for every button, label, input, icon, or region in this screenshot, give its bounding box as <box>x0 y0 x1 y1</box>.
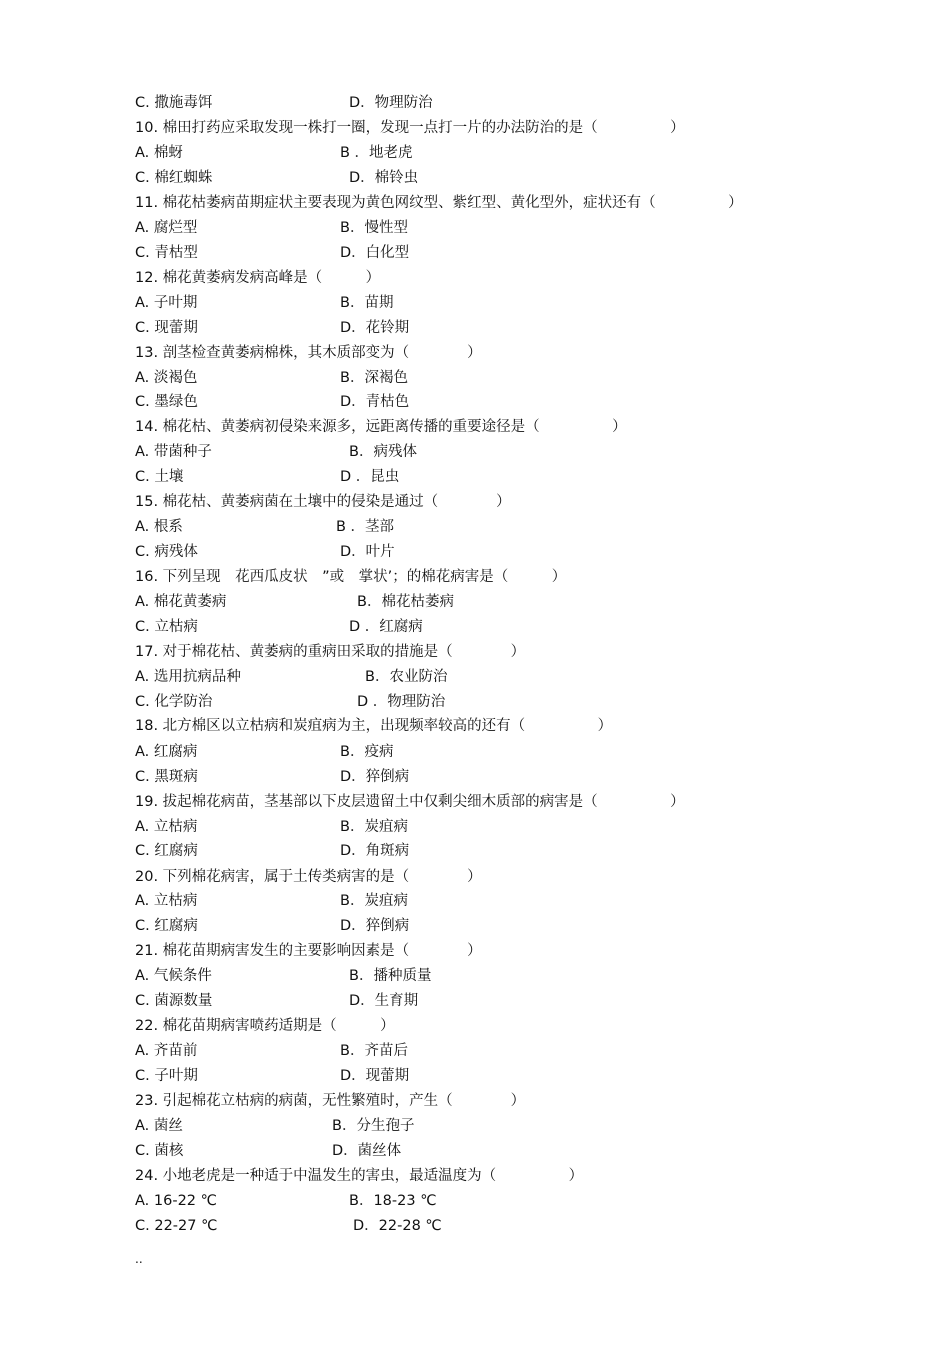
option-a: A. 子叶期 <box>135 295 198 311</box>
option-row <box>135 840 410 862</box>
option-a: A. 立枯病 <box>135 893 198 909</box>
option-d: D ．红腐病 <box>349 619 423 635</box>
question-stem: 17. 对于棉花枯、黄萎病的重病田采取的措施是（ ） <box>135 644 526 660</box>
option-d: D．物理防治 <box>349 95 433 111</box>
option-row <box>135 1215 442 1237</box>
option-b: B．炭疽病 <box>340 893 408 909</box>
option-b: B．苗期 <box>340 295 394 311</box>
question-stem: 23. 引起棉花立枯病的病菌，无性繁殖时，产生（ ） <box>135 1093 526 1109</box>
option-c: C. 撒施毒饵 <box>135 95 213 111</box>
option-row <box>135 591 454 613</box>
option-a: A. 16-22 ℃ <box>135 1193 217 1209</box>
option-c: C. 黑斑病 <box>135 769 198 785</box>
option-a: A. 红腐病 <box>135 744 198 760</box>
option-row <box>135 292 394 314</box>
option-a: A. 腐烂型 <box>135 220 198 236</box>
option-c: C. 红腐病 <box>135 843 198 859</box>
option-a: A. 棉蚜 <box>135 145 183 161</box>
option-d: D ．物理防治 <box>357 694 446 710</box>
question-stem: 21. 棉花苗期病害发生的主要影响因素是（ ） <box>135 943 482 959</box>
option-row <box>135 1190 437 1212</box>
option-b: B ．茎部 <box>336 519 395 535</box>
option-row <box>135 391 410 413</box>
option-a: A. 棉花黄萎病 <box>135 594 227 610</box>
option-a: A. 根系 <box>135 519 183 535</box>
option-b: B．播种质量 <box>349 968 432 984</box>
option-row <box>135 616 423 638</box>
option-c: C. 菌源数量 <box>135 993 213 1009</box>
option-b: B．炭疽病 <box>340 819 408 835</box>
option-b: B．深褐色 <box>340 370 408 386</box>
option-row <box>135 1140 402 1162</box>
option-row <box>135 142 413 164</box>
option-row <box>135 541 395 563</box>
question-stem: 24. 小地老虎是一种适于中温发生的害虫，最适温度为（ ） <box>135 1168 584 1184</box>
option-d: D．22-28 ℃ <box>353 1218 442 1234</box>
option-b: B．病残体 <box>349 444 417 460</box>
option-row <box>135 1115 415 1137</box>
option-row <box>135 691 446 713</box>
option-b: B．棉花枯萎病 <box>357 594 454 610</box>
option-row <box>135 666 448 688</box>
option-row <box>135 367 408 389</box>
option-c: C. 棉红蜘蛛 <box>135 170 213 186</box>
option-row <box>135 167 419 189</box>
option-c: C. 墨绿色 <box>135 394 198 410</box>
option-d: D．花铃期 <box>340 320 410 336</box>
option-c: C. 22-27 ℃ <box>135 1218 218 1234</box>
option-a: A. 立枯病 <box>135 819 198 835</box>
option-a: A. 菌丝 <box>135 1118 183 1134</box>
option-d: D．角斑病 <box>340 843 410 859</box>
question-stem: 22. 棉花苗期病害喷药适期是（ ） <box>135 1018 395 1034</box>
option-b: B．农业防治 <box>365 669 448 685</box>
option-a: A. 选用抗病品种 <box>135 669 241 685</box>
option-b: B．分生孢子 <box>332 1118 415 1134</box>
option-c: C. 现蕾期 <box>135 320 198 336</box>
question-stem: 14. 棉花枯、黄萎病初侵染来源多，远距离传播的重要途径是（ ） <box>135 419 627 435</box>
option-c: C. 土壤 <box>135 469 184 485</box>
option-d: D．现蕾期 <box>340 1068 410 1084</box>
option-d: D．叶片 <box>340 544 395 560</box>
option-row <box>135 741 394 763</box>
question-stem: 20. 下列棉花病害，属于土传类病害的是（ ） <box>135 869 482 885</box>
option-c: C. 红腐病 <box>135 918 198 934</box>
option-a: A. 齐苗前 <box>135 1043 198 1059</box>
option-row <box>135 990 419 1012</box>
option-b: B ．地老虎 <box>340 145 413 161</box>
option-a: A. 淡褐色 <box>135 370 198 386</box>
option-d: D．棉铃虫 <box>349 170 419 186</box>
question-stem: 19. 拔起棉花病苗，茎基部以下皮层遗留土中仅剩尖细木质部的病害是（ ） <box>135 794 685 810</box>
option-row <box>135 1065 410 1087</box>
option-row <box>135 816 408 838</box>
option-d: D．猝倒病 <box>340 918 410 934</box>
question-stem: 10. 棉田打药应采取发现一株打一圈，发现一点打一片的办法防治的是（ ） <box>135 120 685 136</box>
option-b: B．疫病 <box>340 744 394 760</box>
option-row <box>135 915 410 937</box>
option-d: D．生育期 <box>349 993 419 1009</box>
question-stem: 15. 棉花枯、黄萎病菌在土壤中的侵染是通过（ ） <box>135 494 511 510</box>
option-d: D．猝倒病 <box>340 769 410 785</box>
footer-marker: .. <box>135 1252 143 1266</box>
question-stem: 11. 棉花枯萎病苗期症状主要表现为黄色网纹型、紫红型、黄化型外，症状还有（ ） <box>135 195 743 211</box>
option-c: C. 化学防治 <box>135 694 213 710</box>
question-stem: 12. 棉花黄萎病发病高峰是（ ） <box>135 270 381 286</box>
option-row <box>135 766 410 788</box>
option-row <box>135 1040 408 1062</box>
option-c: C. 子叶期 <box>135 1068 198 1084</box>
question-stem: 18. 北方棉区以立枯病和炭疽病为主，出现频率较高的还有（ ） <box>135 718 613 734</box>
option-d: D．白化型 <box>340 245 410 261</box>
option-row <box>135 217 408 239</box>
option-d: D．菌丝体 <box>332 1143 402 1159</box>
option-row <box>135 317 410 339</box>
option-b: B．慢性型 <box>340 220 408 236</box>
option-row <box>135 890 408 912</box>
option-row <box>135 965 432 987</box>
question-stem: 16. 下列呈现 花西瓜皮状 ”或 掌状’；的棉花病害是（ ） <box>135 569 567 585</box>
option-c: C. 菌核 <box>135 1143 184 1159</box>
option-row <box>135 516 395 538</box>
option-row <box>135 466 400 488</box>
option-b: B．齐苗后 <box>340 1043 408 1059</box>
option-a: A. 带菌种子 <box>135 444 212 460</box>
option-row <box>135 242 410 264</box>
question-stem: 13. 剖茎检查黄萎病棉株，其木质部变为（ ） <box>135 345 482 361</box>
option-row <box>135 92 433 114</box>
option-row <box>135 441 417 463</box>
option-c: C. 立枯病 <box>135 619 198 635</box>
option-c: C. 青枯型 <box>135 245 198 261</box>
option-a: A. 气候条件 <box>135 968 212 984</box>
option-d: D．青枯色 <box>340 394 410 410</box>
option-c: C. 病残体 <box>135 544 198 560</box>
option-b: B．18-23 ℃ <box>349 1193 437 1209</box>
option-d: D ．昆虫 <box>340 469 400 485</box>
